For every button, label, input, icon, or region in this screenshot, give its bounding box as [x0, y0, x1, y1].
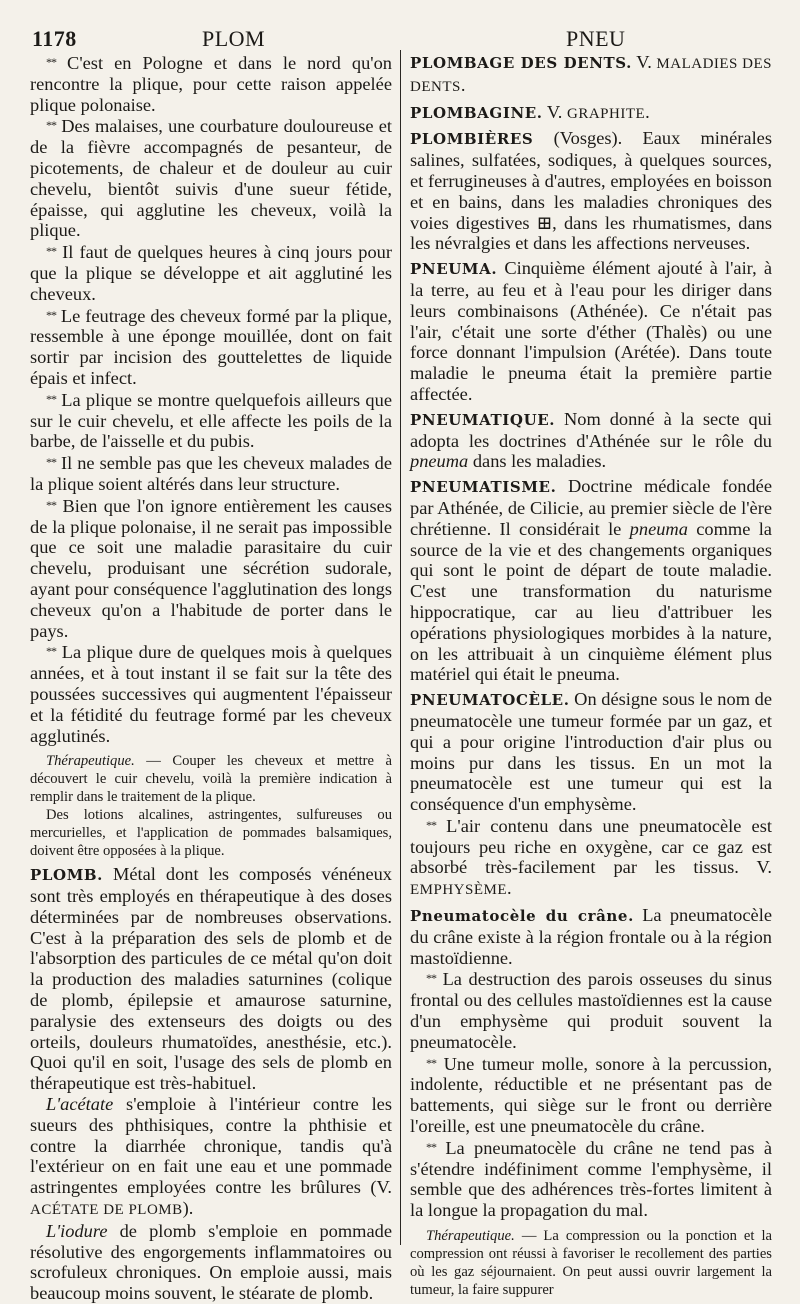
cross-reference: MALADIES DES DENTS: [410, 56, 772, 95]
entry-term: PNEUMATOCÈLE.: [410, 691, 570, 710]
entry-pneuma: PNEUMA. Cinquième élément ajouté à l'air, à la terre, au feu et à l'eau pour les diriger dans leurs combinaisons (Athénée). Ce n'était pas l'air, c'était une sorte d'éther (Thalès) ou une force donnant l'impulsion (Arétée). Dans toute maladie le pneuma était la première partie affectée.: [410, 258, 772, 404]
paragraph: ** L'air contenu dans une pneumatocèle est toujours peu riche en oxygène, car ce gaz est absorbé très-facilement par les tissus. V. EMPHYSÈME.: [410, 815, 772, 899]
entry-plombage: PLOMBAGE DES DENTS. V. MALADIES DES DENTS.: [410, 52, 772, 95]
entry-term: PNEUMA.: [410, 260, 498, 279]
paragraph: ** Il ne semble pas que les cheveux malades de la plique soient altérés dans leur structure.: [30, 453, 392, 494]
therapeutique-note: Thérapeutique. — La compression ou la ponction et la compression ont réussi à favoriser le recollement des parties où les gaz séjournaient. On peut aussi ouvrir largement la tumeur, la faire suppurer: [410, 1228, 772, 1299]
right-running-title: PNEU: [566, 26, 626, 51]
paragraph: L'iodure de plomb s'emploie en pommade résolutive des engorgements inflammatoires ou scrofuleux chroniques. On emploie aussi, mais beaucoup moins souvent, le stéarate de plomb.: [30, 1220, 392, 1304]
entry-pneumatocele-crane: Pneumatocèle du crâne. La pneumatocèle du crâne existe à la région frontale ou à la région mastoïdienne.: [410, 905, 772, 968]
paragraph: L'acétate s'emploie à l'intérieur contre les sueurs des phthisiques, contre la phthisie et contre la diarrhée chronique, tandis qu'à l'extérieur on en fait une eau et une pommade astringentes employées contre les brûlures (V. ACÉTATE DE PLOMB).: [30, 1094, 393, 1219]
entry-subterm: Pneumatocèle du crâne.: [410, 907, 634, 926]
therapeutique-note-2: Des lotions alcalines, astringentes, sulfureuses ou mercurielles, et l'application de pommades balsamiques, doivent être opposées à la plique.: [30, 807, 392, 860]
paragraph: ** Bien que l'on ignore entièrement les causes de la plique polonaise, il ne serait pas impossible que ce soit une maladie parasitaire du cuir chevelu, produisant une sécrétion sudorale, ayant pour conséquence l'agglutination des longs cheveux qu'on a l'habitude de porter dans le pays.: [30, 495, 392, 641]
paragraph: ** La pneumatocèle du crâne ne tend pas à s'étendre indéfiniment comme l'emphysème, il semble que des adhérences très-fortes limitent à la longue la propagation du mal.: [410, 1137, 772, 1221]
paragraph: ** C'est en Pologne et dans le nord qu'on rencontre la plique, pour cette raison appelée plique polonaise.: [30, 53, 392, 115]
entry-plombagine: PLOMBAGINE. V. GRAPHITE.: [410, 101, 650, 122]
paragraph: ** La destruction des parois osseuses du sinus frontal ou des cellules mastoïdiennes est la cause d'un emphysème qui produit souvent la pneumatocèle.: [410, 969, 772, 1052]
cross-reference: GRAPHITE: [567, 105, 646, 122]
entry-pneumatocele: PNEUMATOCÈLE. On désigne sous le nom de pneumatocèle une tumeur formée par un gaz, et qui a pour origine l'introduction d'air plus ou moins pur dans les tissus. En un mot la pneumatocèle est une tumeur qui est la conséquence d'un emphysème.: [410, 689, 772, 815]
entry-term: PNEUMATIQUE.: [410, 410, 556, 429]
right-column: [410, 52, 772, 1299]
entry-term: PLOMBAGINE.: [410, 103, 543, 122]
entry-plomb: PLOMB. Métal dont les composés vénéneux sont très employés en thérapeutique à des doses déterminées par de nombreuses observations. C'est à la préparation des sels de plomb et de l'absorption des particules de ce métal qu'on doit la production des maladies saturnines (colique de plomb, épilepsie et amaurose saturnine, paralysie des extenseurs des doigts ou des orteils, douleurs rhumatoïdes, anesthésie, etc.). Quoi qu'il en soit, l'usage des sels de plomb en thérapeutique est très-habituel.: [30, 864, 392, 1094]
column-divider: [400, 50, 401, 1245]
cross-reference: EMPHYSÈME: [410, 882, 508, 899]
paragraph: ** La plique dure de quelques mois à quelques années, et à tout instant il se fait sur la tête des poussées successives qui augmentent l'épaisseur et la fétidité du feutrage formé par les cheveux agglutinés.: [30, 642, 392, 746]
entry-pneumatique: PNEUMATIQUE. Nom donné à la secte qui adopta les doctrines d'Athénée sur le rôle du pneuma dans les maladies.: [410, 408, 772, 472]
paragraph: ** Le feutrage des cheveux formé par la plique, ressemble à une éponge mouillée, dont on fait sortir par incision des gouttelettes de liquide épais et infect.: [30, 305, 392, 388]
left-column: [30, 52, 392, 1304]
paragraph: ** Une tumeur molle, sonore à la percussion, indolente, réductible et ne présentant pas de battements, qui siège sur le front ou derrière l'oreille, est une pneumatocèle du crâne.: [410, 1053, 772, 1137]
therapeutique-note: Thérapeutique. — Couper les cheveux et mettre à découvert le cuir chevelu, voilà la première indication à remplir dans le traitement de la plique.: [30, 753, 393, 806]
paragraph: ** La plique se montre quelquefois ailleurs que sur le cuir chevelu, et elle affecte les poils de la barbe, de l'aisselle et du pubis.: [30, 389, 392, 452]
entry-term: PLOMB.: [30, 866, 103, 885]
page-number: 1178: [32, 26, 77, 51]
entry-term: PNEUMATISME.: [410, 478, 557, 497]
entry-term: PLOMBIÈRES: [410, 130, 534, 149]
paragraph: ** Des malaises, une courbature douloureuse et de la fièvre accompagnés de pesanteur, de picotements, de chaleur et de douleur au cuir chevelu, bientôt suivis d'une sueur fétide, épaisse, qui agglutine les cheveux, voilà la plique.: [30, 116, 392, 241]
entry-pneumatisme: PNEUMATISME. Doctrine médicale fondée par Athénée, de Cilicie, au premier siècle de l'ère chrétienne. Il considérait le pneuma comme la source de la vie et des changements organiques qui sont le point de départ de toute maladie. C'est une transformation du naturisme hippocratique, car au lieu d'attribuer les opérations physiologiques morbides à la nature, on les attribuait à un cinquième élément plus matériel qui était le pneuma.: [410, 476, 772, 685]
left-running-title: PLOM: [202, 26, 266, 51]
entry-term: PLOMBAGE DES DENTS.: [410, 54, 633, 72]
cross-reference: ACÉTATE DE PLOMB: [30, 1202, 183, 1219]
paragraph: ** Il faut de quelques heures à cinq jours pour que la plique se développe et ait agglutiné les cheveux.: [30, 242, 392, 304]
entry-plombieres: PLOMBIÈRES (Vosges). Eaux minérales salines, sulfatées, sodiques, à quelques sources, et ferrugineuses à d'autres, employées en boisson et en bains, dans les maladies chroniques des voies digestives ⊞, dans les rhumatismes, dans les névralgies et dans les affections nerveuses.: [410, 128, 772, 254]
